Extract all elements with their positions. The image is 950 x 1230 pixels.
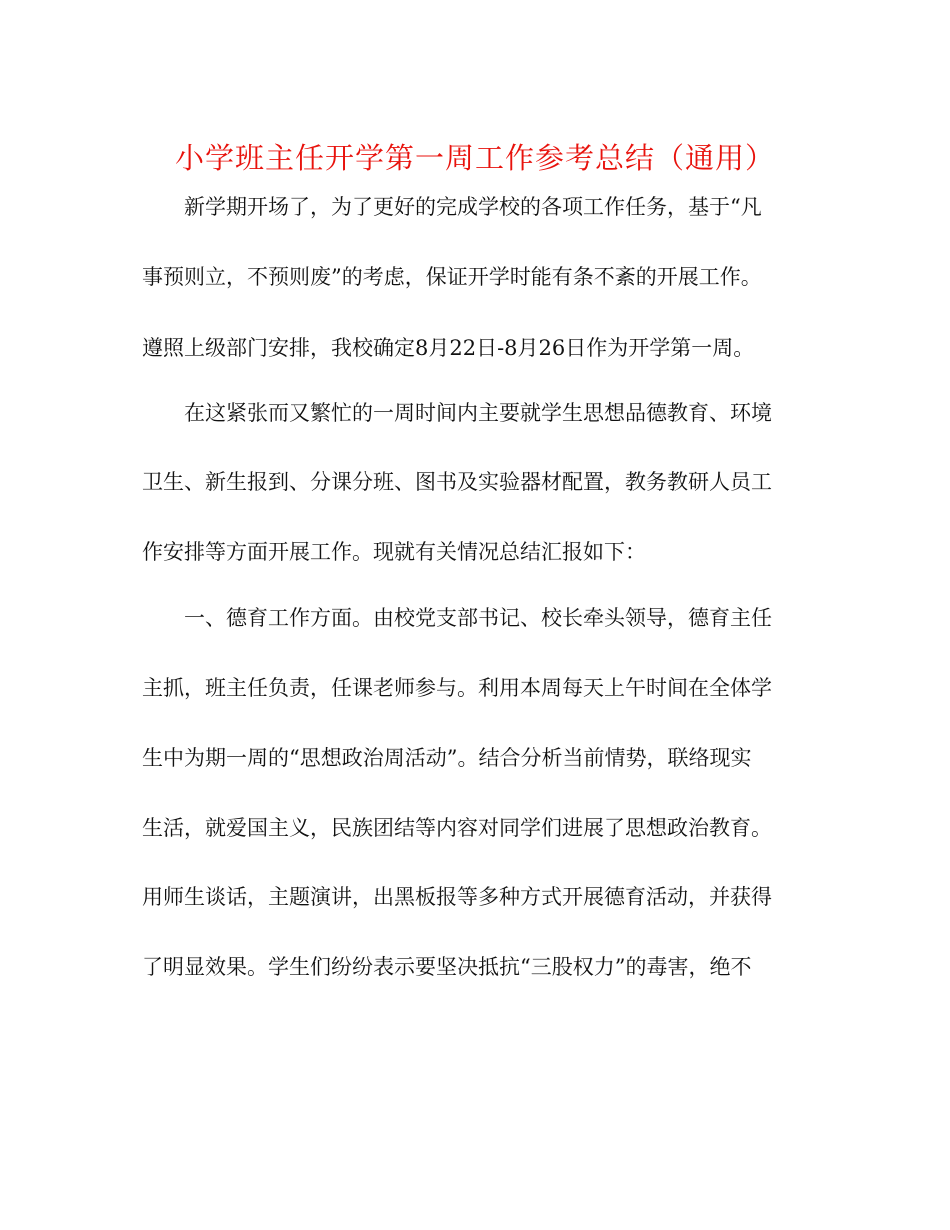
paragraph-line: 在这紧张而又繁忙的一周时间内主要就学生思想品德教育、环境 <box>184 401 772 425</box>
paragraph-line: 卫生、新生报到、分课分班、图书及实验器材配置，教务教研人员工 <box>142 470 772 494</box>
paragraph-line: 事预则立，不预则废”的考虑，保证开学时能有条不紊的开展工作。 <box>142 265 762 289</box>
paragraph-line: 生中为期一周的“思想政治周活动”。结合分析当前情势，联络现实 <box>142 746 752 770</box>
paragraph-line: 新学期开场了，为了更好的完成学校的各项工作任务，基于“凡 <box>184 195 762 219</box>
paragraph-line: 一、德育工作方面。由校党支部书记、校长牵头领导，德育主任 <box>184 606 772 630</box>
paragraph-line: 生活，就爱国主义，民族团结等内容对同学们进展了思想政治教育。 <box>142 816 772 840</box>
paragraph-line: 主抓，班主任负责，任课老师参与。利用本周每天上午时间在全体学 <box>142 676 772 700</box>
paragraph-line: 了明显效果。学生们纷纷表示要坚决抵抗“三股权力”的毒害，绝不 <box>142 955 752 979</box>
document-title: 小学班主任开学第一周工作参考总结（通用） <box>174 141 775 175</box>
paragraph-line: 遵照上级部门安排，我校确定8月22日-8月26日作为开学第一周。 <box>142 336 755 360</box>
paragraph-line: 作安排等方面开展工作。现就有关情况总结汇报如下： <box>142 540 646 564</box>
paragraph-line: 用师生谈话，主题演讲，出黑板报等多种方式开展德育活动，并获得 <box>142 885 772 909</box>
